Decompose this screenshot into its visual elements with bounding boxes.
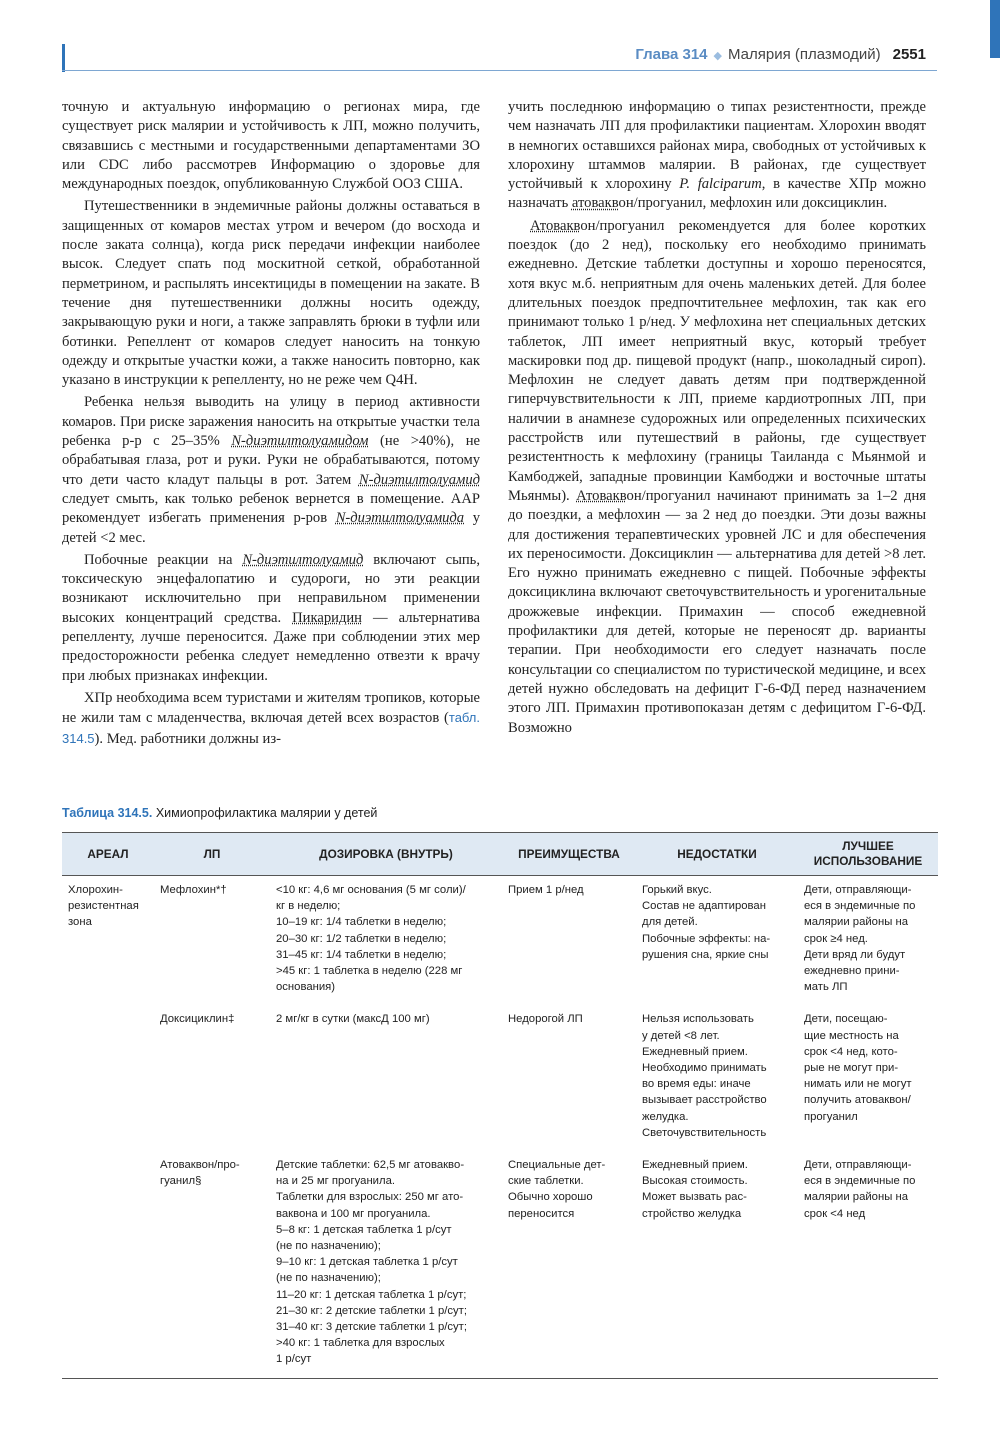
cell-drug — [154, 876, 270, 1006]
cell-line: 10–19 кг: 1/4 таблетки в неделю; — [276, 916, 447, 929]
chapter-tab-marker — [990, 0, 1000, 58]
table-row — [62, 1005, 938, 1151]
cell-line: Дети, отправляющи- — [804, 884, 912, 896]
cell-line: Необходимо принимать — [642, 1062, 767, 1075]
cell-line: гуанил§ — [160, 1175, 202, 1188]
diamond-icon: ◆ — [713, 50, 722, 62]
cell-dosage — [270, 876, 502, 1006]
cell-dosage — [270, 1151, 502, 1378]
cell-line: ежедневно прини- — [804, 965, 900, 978]
cell-line: еся в эндемичные по — [804, 900, 916, 913]
drug-term: Пикаридин — [292, 609, 362, 626]
cell-line: основания) — [276, 981, 336, 994]
chapter-title: Малярия (плазмодий) — [727, 46, 881, 63]
cell-line: Обычно хорошо — [508, 1191, 593, 1204]
column-header: ЛП — [154, 833, 270, 876]
cell-area — [62, 876, 154, 1006]
column-header: ДОЗИРОВКА (ВНУТРЬ) — [270, 833, 502, 876]
cell-line: Ежедневный прием. — [642, 1045, 748, 1058]
cell-disadvantages — [636, 876, 798, 1006]
cell-line: (не по назначению); — [276, 1272, 381, 1285]
drug-term: N-диэтилтолуамид — [242, 551, 364, 568]
cell-line: Недорогой ЛП — [508, 1013, 583, 1026]
drug-term: атовакв — [571, 195, 619, 212]
paragraph: Путешественники в эндемичные районы должны оставаться в защищенных от комаров местах утром и вечером (до восхода и после заката солнца), когда риск передачи инфекции наиболее высок. Следует спать под москитной сеткой, обработанной перметрином, и распылять инсектициды в помещении на закате. В течение дня путешественники должны носить одежду, закрывающую руки и ноги, а также заправлять брюки в туфли или ботинки. Репеллент от комаров следует наносить на тонкую одежду и открытые участки кожи, а также наносить повторно, как указано в инструкции к репелленту, но не реже чем Q4H. — [62, 198, 480, 389]
drug-term: N-диэтилтолуамидом — [231, 433, 369, 450]
cell-drug — [154, 1005, 270, 1151]
cell-line: Доксициклин‡ — [160, 1013, 235, 1026]
cell-line: Специальные дет- — [508, 1159, 606, 1172]
table-caption-text: Химиопрофилактика малярии у детей — [155, 806, 378, 820]
table-row — [62, 1151, 938, 1378]
table-reference-link[interactable]: табл. 314.5 — [62, 710, 480, 746]
cell-line: Побочные эффекты: на- — [642, 932, 771, 945]
cell-line: Горький вкус. — [642, 884, 712, 896]
cell-line: >45 кг: 1 таблетка в неделю (228 мг — [276, 965, 463, 978]
cell-line: щие местность на — [804, 1029, 899, 1042]
paragraph: учить последнюю информацию о типах резистентности, прежде чем назначать ЛП для профилактики пациентам. Хлорохин вводят в немногих оставшихся районах мира, свободных от устойчивых к хлорохину штаммов малярии. В районах, где существует устойчивый к хлорохину P. falciparum, в качестве ХПр можно назначать атоваквон/прогуанил, мефлохин или доксициклин. — [508, 99, 926, 212]
right-column — [508, 98, 926, 741]
cell-line: прогуанил — [804, 1110, 858, 1123]
cell-area — [62, 1151, 154, 1378]
paragraph: Ребенка нельзя выводить на улицу в период активности комаров. При риске заражения наносить на открытые участки тела ребенка р-р с 25–35% N-диэтилтолуамидом (не >40%), не обрабатывая глаза, рот и руки. Руки не обрабатываются, потому что дети часто кладут пальцы в рот. Затем N-диэтилтолуамид следует смыть, как только ребенок вернется в помещение. ААР рекомендует избегать применения р-ров N-диэтилтолуамида у детей <2 мес. — [62, 394, 480, 546]
cell-line: 5–8 кг: 1 детская таблетка 1 р/сут — [276, 1223, 452, 1236]
cell-line: ваквона и 100 мг прогуанила. — [276, 1207, 431, 1220]
cell-line: Дети, отправляющи- — [804, 1159, 912, 1172]
drug-term: Атовакв — [530, 217, 581, 234]
cell-dosage — [270, 1005, 502, 1151]
drug-term: N-диэтилтолуамид — [358, 471, 480, 488]
cell-line: рушения сна, яркие сны — [642, 948, 769, 961]
cell-line: (не по назначению); — [276, 1240, 381, 1253]
cell-line: мать ЛП — [804, 981, 848, 994]
cell-best-use — [798, 1151, 938, 1378]
cell-line: Прием 1 р/нед — [508, 884, 584, 896]
species-name: P. falciparum — [679, 176, 762, 193]
cell-line: Высокая стоимость. — [642, 1175, 748, 1188]
cell-line: Состав не адаптирован — [642, 900, 766, 913]
cell-line: Таблетки для взрослых: 250 мг ато- — [276, 1191, 464, 1204]
column-header: АРЕАЛ — [62, 833, 154, 876]
cell-line: резистентная — [68, 900, 139, 913]
cell-line: срок <4 нед — [804, 1207, 866, 1220]
cell-line: зона — [68, 916, 92, 929]
cell-line: малярии районы на — [804, 1191, 908, 1204]
cell-line: <10 кг: 4,6 мг основания (5 мг соли)/ — [276, 884, 466, 896]
cell-line: желудка. — [642, 1110, 689, 1123]
header-rule-horizontal — [62, 70, 937, 71]
cell-line: Хлорохин- — [68, 884, 123, 896]
cell-line: еся в эндемичные по — [804, 1175, 916, 1188]
cell-line: 2 мг/кг в сутки (максД 100 мг) — [276, 1013, 430, 1026]
cell-line: Мефлохин*† — [160, 884, 227, 896]
cell-line: нимать или не могут — [804, 1078, 912, 1091]
running-header — [635, 46, 926, 63]
column-header: НЕДОСТАТКИ — [636, 833, 798, 876]
cell-line: Может вызвать рас- — [642, 1191, 747, 1204]
cell-line: малярии районы на — [804, 916, 908, 929]
cell-line: 11–20 кг: 1 детская таблетка 1 р/сут; — [276, 1288, 467, 1301]
cell-line: на и 25 мг прогуанила. — [276, 1175, 396, 1188]
cell-line: 21–30 кг: 2 детские таблетки 1 р/сут; — [276, 1304, 467, 1317]
cell-line: 1 р/сут — [276, 1353, 312, 1366]
table-caption-label: Таблица 314.5. — [62, 806, 153, 820]
cell-line: Дети вряд ли будут — [804, 948, 906, 961]
cell-line: вызывает расстройство — [642, 1094, 767, 1107]
cell-line: Нельзя использовать — [642, 1013, 754, 1026]
table-caption — [62, 806, 377, 820]
column-header: ПРЕИМУЩЕСТВА — [502, 833, 636, 876]
cell-line: 31–45 кг: 1/4 таблетки в неделю; — [276, 948, 447, 961]
paragraph: Побочные реакции на N-диэтилтолуамид включают сыпь, токсическую энцефалопатию и судороги, но эти реакции возникают исключительно при неправильном применении высоких концентраций средства. Пикаридин — альтернатива репелленту, лучше переносится. Даже при соблюдении этих мер предосторожности ребенка следует немедленно отвезти к врачу при любых признаках инфекции. — [62, 551, 480, 684]
cell-line: срок ≥4 нед. — [804, 932, 868, 945]
drug-term: Атовакв — [576, 487, 627, 504]
cell-area — [62, 1005, 154, 1151]
cell-line: рые не могут при- — [804, 1062, 899, 1075]
cell-line: Светочувствительность — [642, 1126, 767, 1139]
cell-line: 31–40 кг: 3 детские таблетки 1 р/сут; — [276, 1321, 467, 1334]
prophylaxis-table — [62, 832, 938, 1379]
chapter-label: Глава 314 — [635, 46, 708, 63]
column-header: ЛУЧШЕЕ ИСПОЛЬЗОВАНИЕ — [798, 833, 938, 876]
cell-advantages — [502, 876, 636, 1006]
cell-advantages — [502, 1151, 636, 1378]
cell-best-use — [798, 876, 938, 1006]
table-header-row — [62, 833, 938, 876]
cell-line: Ежедневный прием. — [642, 1159, 748, 1172]
cell-line: 20–30 кг: 1/2 таблетки в неделю; — [276, 932, 447, 945]
cell-advantages — [502, 1005, 636, 1151]
cell-best-use — [798, 1005, 938, 1151]
paragraph: Атоваквон/прогуанил рекомендуется для более коротких поездок (до 2 нед), поскольку его необходимо принимать ежедневно. Детские таблетки доступны и хорошо переносятся, хотя вкус м.б. неприятным для очень маленьких детей. Для более длительных поездок предпочтительнее мефлохин, так как его принимают только 1 р/нед. У мефлохина нет специальных детских таблеток, ЛП имеет неприятный вкус, который требует маскировки под др. пищевой продукт (напр., шоколадный сироп). Мефлохин не следует давать детям при подтвержденной гиперчувствительности к ЛП, приеме кардиотропных ЛП, при наличии в анамнезе судорожных или определенных психических расстройств или путешествий в районы, где существует резистентность к мефлохину (границы Таиланда с Мьянмой и Камбоджей, западные провинции Камбоджи и восточные штаты Мьянмы). Атоваквон/прогуанил начинают принимать за 1–2 дня до поездки, а мефлохин — за 2 нед до поездки. Эти дозы важны для достижения терапевтических уровней ЛС и для обеспечения их переносимости. Доксициклин — альтернатива для детей >8 лет. Его нужно принимать ежедневно с пищей. Побочные эффекты доксициклина включают светочувствительность и урогенитальные дрожжевые инфекции. Примахин — способ ежедневной профилактики для детей, которые не переносят др. варианты терапии. При необходимости его следует назначать после консультации со специалистом по туристической медицине, и всех детей нужно обследовать на дефицит Г-6-ФД перед назначением этого ЛП. Примахин противопоказан детям с дефицитом Г-6-ФД. Возможно — [508, 217, 926, 736]
drug-term: N-диэтилтолуамида — [335, 510, 465, 527]
left-column — [62, 98, 480, 752]
cell-line: стройство желудка — [642, 1207, 742, 1220]
cell-line: во время еды: иначе — [642, 1078, 751, 1091]
cell-line: Детские таблетки: 62,5 мг атоваквo- — [276, 1159, 465, 1172]
cell-line: >40 кг: 1 таблетка для взрослых — [276, 1337, 445, 1350]
paragraph: точную и актуальную информацию о регионах мира, где существует риск малярии и устойчивость к ЛП, можно получить, связавшись с местными и государственными департаментами ЗО или CDC либо рассмотрев Информацию о здоровье для международных поездок, опубликованную Службой ООЗ США. — [62, 99, 480, 193]
cell-line: у детей <8 лет. — [642, 1029, 720, 1042]
paragraph: ХПр необходима всем туристами и жителям тропиков, которые не жили там с младенчества, включая детей всех возрастов (табл. 314.5). Мед. работники должны из- — [62, 689, 480, 747]
header-rule-vertical — [62, 44, 65, 72]
cell-line: для детей. — [642, 916, 698, 929]
cell-line: Атоваквон/про- — [160, 1159, 240, 1172]
cell-line: срок <4 нед, кото- — [804, 1045, 898, 1058]
cell-line: кг в неделю; — [276, 900, 341, 913]
cell-drug — [154, 1151, 270, 1378]
cell-line: переносится — [508, 1207, 575, 1220]
cell-line: 9–10 кг: 1 детская таблетка 1 р/сут — [276, 1256, 458, 1269]
cell-line: ские таблетки. — [508, 1175, 584, 1188]
cell-disadvantages — [636, 1005, 798, 1151]
page-number: 2551 — [892, 46, 926, 63]
cell-line: Дети, посещаю- — [804, 1013, 888, 1026]
cell-line: получить атоваквон/ — [804, 1094, 911, 1107]
cell-disadvantages — [636, 1151, 798, 1378]
table-row — [62, 876, 938, 1006]
